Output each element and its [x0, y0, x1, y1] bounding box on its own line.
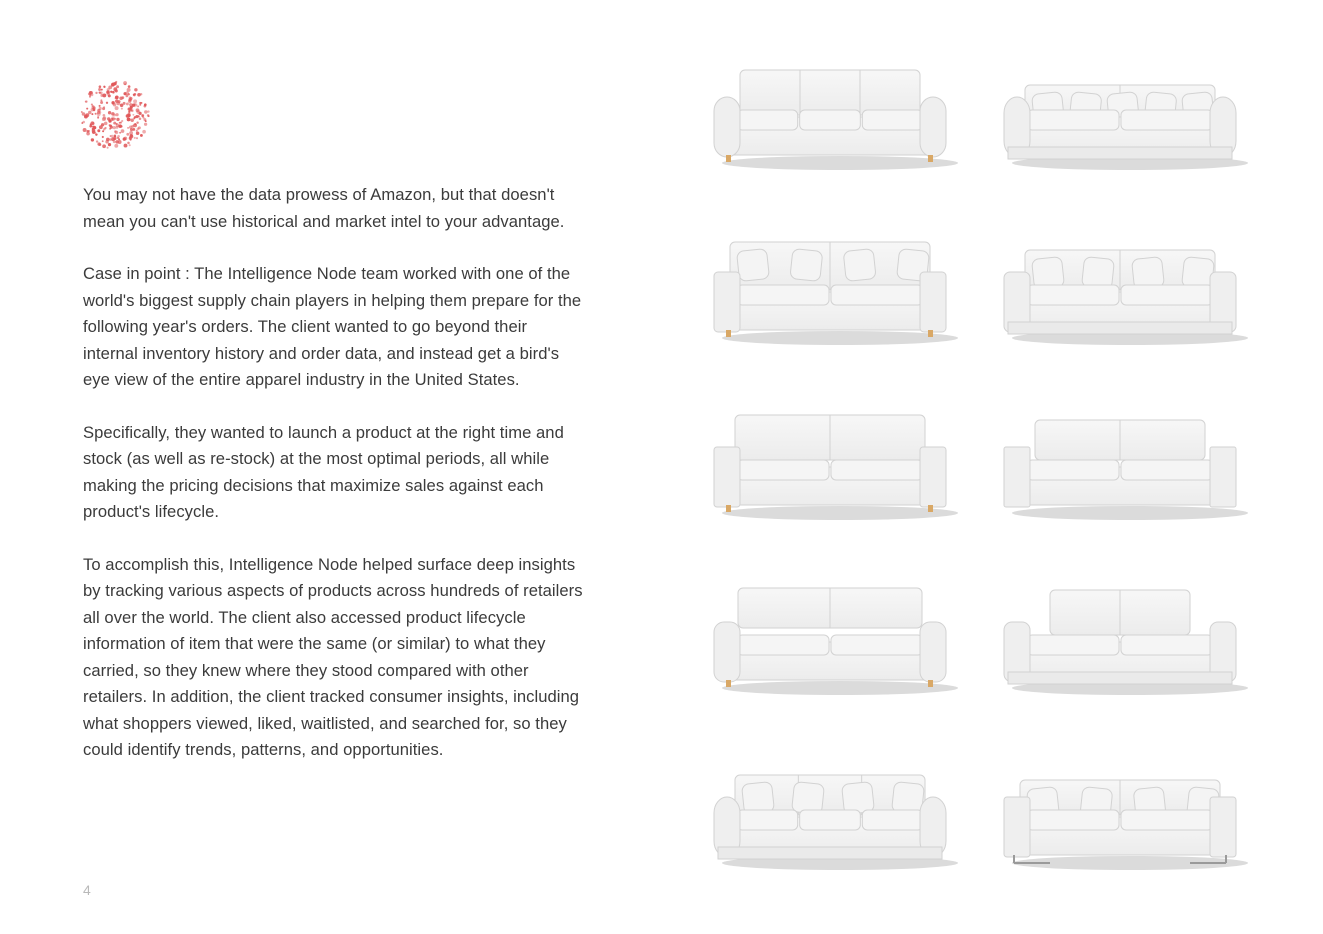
logo-dot: [145, 120, 147, 122]
logo-dot: [114, 130, 117, 133]
logo-dot: [131, 109, 134, 112]
logo-dot: [116, 113, 119, 116]
logo-dot: [110, 91, 112, 93]
logo-dot: [92, 122, 95, 125]
logo-dot: [102, 136, 104, 138]
logo-dot: [128, 85, 131, 88]
logo-dot: [128, 93, 130, 95]
logo-dot: [137, 105, 139, 107]
logo-dot: [116, 118, 119, 121]
logo-dot: [113, 103, 116, 106]
logo-dot: [84, 115, 88, 119]
logo-dot: [134, 123, 136, 125]
logo-dot: [99, 85, 102, 88]
sofa-image-grid: [690, 55, 1260, 875]
logo-dot: [114, 134, 116, 136]
logo-dot: [126, 133, 129, 136]
logo-dot: [129, 103, 132, 106]
logo-dot: [144, 105, 147, 108]
logo-dot: [111, 118, 113, 120]
sofa-image: [990, 755, 1250, 895]
logo-dot: [104, 127, 106, 129]
logo-dot: [111, 137, 115, 141]
logo-dot: [119, 97, 123, 101]
logo-dot: [111, 112, 115, 116]
logo-dot: [119, 122, 121, 124]
logo-dot: [136, 130, 138, 132]
logo-dot: [123, 102, 126, 105]
logo-dot: [139, 118, 142, 121]
logo-dot: [136, 110, 140, 114]
logo-dot: [128, 110, 130, 112]
sofa-image: [990, 55, 1250, 195]
logo-dot: [95, 133, 97, 135]
logo-dot: [96, 140, 98, 142]
logo-dot: [123, 92, 126, 95]
logo-dot: [140, 134, 143, 137]
logo-dot: [115, 82, 117, 84]
logo-dot: [126, 114, 129, 117]
logo-dot: [97, 116, 99, 118]
paragraph-intro: You may not have the data prowess of Amazon, but that doesn't mean you can't use historical and market intel to your advantage.: [83, 185, 565, 231]
logo-dot: [95, 113, 97, 115]
logo-dot: [129, 144, 131, 146]
sofa-image: [990, 580, 1250, 720]
logo-dot: [89, 96, 91, 98]
logo-dot: [111, 83, 115, 87]
logo-dot: [133, 94, 135, 96]
logo-dot: [113, 126, 116, 129]
logo-dot: [117, 137, 119, 139]
logo-dot: [148, 115, 150, 117]
logo-dot: [144, 110, 147, 113]
logo-dot: [88, 111, 91, 114]
logo-dot: [121, 108, 123, 110]
logo-dot: [98, 88, 101, 91]
logo-dot: [142, 130, 146, 134]
logo-dot: [141, 114, 144, 117]
sofa-image: [700, 580, 960, 720]
logo-dot: [119, 132, 121, 134]
logo-dot: [136, 121, 138, 123]
logo-dot: [99, 91, 101, 93]
logo-dot: [91, 138, 94, 141]
logo-dot: [138, 115, 140, 117]
logo-dot: [100, 101, 103, 104]
logo-dot: [99, 105, 101, 107]
logo-dot: [103, 114, 106, 117]
logo-dot: [134, 103, 137, 106]
logo-dot: [132, 114, 134, 116]
logo-dot: [103, 116, 106, 119]
company-logo-dots: [80, 80, 150, 150]
sofa-image: [990, 405, 1250, 545]
logo-dot: [89, 125, 92, 128]
logo-dot: [103, 86, 105, 88]
logo-dot: [102, 144, 106, 148]
sofa-image: [700, 230, 960, 370]
logo-dot: [85, 100, 87, 102]
logo-dot: [97, 129, 100, 132]
logo-dot: [130, 118, 133, 121]
logo-dot: [121, 120, 123, 122]
logo-dot: [110, 126, 113, 129]
sofa-image: [990, 230, 1250, 370]
page-number: 4: [83, 882, 91, 898]
logo-dot: [97, 112, 101, 116]
logo-dot: [136, 132, 140, 136]
logo-dot: [113, 87, 117, 91]
logo-dot: [141, 102, 143, 104]
logo-dot: [115, 106, 119, 110]
logo-dot: [92, 130, 96, 134]
logo-dot: [133, 99, 137, 103]
sofa-image: [700, 405, 960, 545]
logo-dot: [114, 97, 116, 99]
logo-dot: [118, 140, 122, 144]
logo-dot: [97, 109, 100, 112]
logo-dot: [97, 142, 100, 145]
logo-dot: [107, 147, 109, 149]
logo-dot: [118, 124, 122, 128]
logo-dot: [127, 127, 129, 129]
paragraph-case-in-point: Case in point : The Intelligence Node team worked with one of the world's biggest supply chain players in helping them prepare for the following year's orders. The client wanted to go beyond their internal inventory history and order data, and instead get a bird's eye view of the entire apparel industry in the United States.: [83, 264, 582, 389]
logo-dot: [107, 88, 110, 91]
logo-dot: [89, 94, 91, 96]
logo-dot: [111, 135, 114, 138]
logo-dot: [128, 100, 131, 103]
logo-dot: [101, 89, 103, 91]
logo-dot: [106, 102, 108, 104]
logo-dot: [121, 129, 125, 133]
logo-dot: [93, 126, 96, 129]
logo-dot: [139, 104, 141, 106]
logo-dot: [131, 135, 133, 137]
logo-dot: [126, 102, 129, 105]
sofa-image: [700, 55, 960, 195]
logo-dot: [115, 99, 118, 102]
logo-dot: [91, 113, 93, 115]
logo-dot: [132, 128, 135, 131]
logo-dot: [123, 137, 126, 140]
logo-dot: [129, 131, 133, 135]
logo-dot: [136, 137, 138, 139]
logo-dot: [91, 104, 93, 106]
sofa-image: [700, 755, 960, 895]
logo-dot: [93, 109, 96, 112]
logo-dot: [86, 132, 90, 136]
logo-dot: [127, 88, 131, 92]
logo-dot: [124, 144, 128, 148]
logo-dot: [103, 106, 105, 108]
logo-dot: [102, 130, 104, 132]
paragraph-specifically: Specifically, they wanted to launch a product at the right time and stock (as well as re-stock) at the most optimal periods, all while making the pricing decisions that maximize sales against each product's lifecycle.: [83, 422, 564, 521]
logo-dot: [99, 125, 103, 129]
logo-dot: [144, 123, 147, 126]
logo-dot: [100, 94, 103, 97]
logo-dot: [116, 123, 118, 125]
logo-dot: [114, 144, 118, 148]
logo-dot: [116, 85, 119, 88]
logo-dot: [130, 139, 132, 141]
logo-dot: [104, 122, 108, 126]
body-text: [83, 182, 583, 790]
logo-dot: [124, 83, 126, 85]
logo-dot: [108, 94, 111, 97]
logo-dot: [108, 143, 111, 146]
logo-dot: [127, 142, 130, 145]
paragraph-accomplish: To accomplish this, Intelligence Node helped surface deep insights by tracking various aspects of products across hundreds of retailers all over the world. The client also accessed product lifecycle information of item that were the same (or similar) to what they carried, so they knew where they stood compared with other retailers. In addition, the client tracked consumer insights, including what shoppers viewed, liked, waitlisted, and searched for, so they could identify trends, patterns, and opportunities.: [83, 554, 583, 759]
logo-dot: [89, 91, 92, 94]
logo-dot: [102, 140, 104, 142]
logo-dot: [108, 111, 111, 114]
logo-dot: [147, 110, 149, 112]
logo-dot: [134, 137, 136, 139]
logo-dot: [128, 108, 131, 111]
logo-dot: [83, 128, 87, 132]
logo-dot: [106, 138, 110, 142]
logo-dot: [95, 92, 97, 94]
logo-dot: [81, 122, 83, 124]
logo-dot: [137, 93, 141, 97]
logo-dot: [112, 91, 115, 94]
logo-dot: [86, 108, 88, 110]
logo-dot: [134, 88, 137, 91]
